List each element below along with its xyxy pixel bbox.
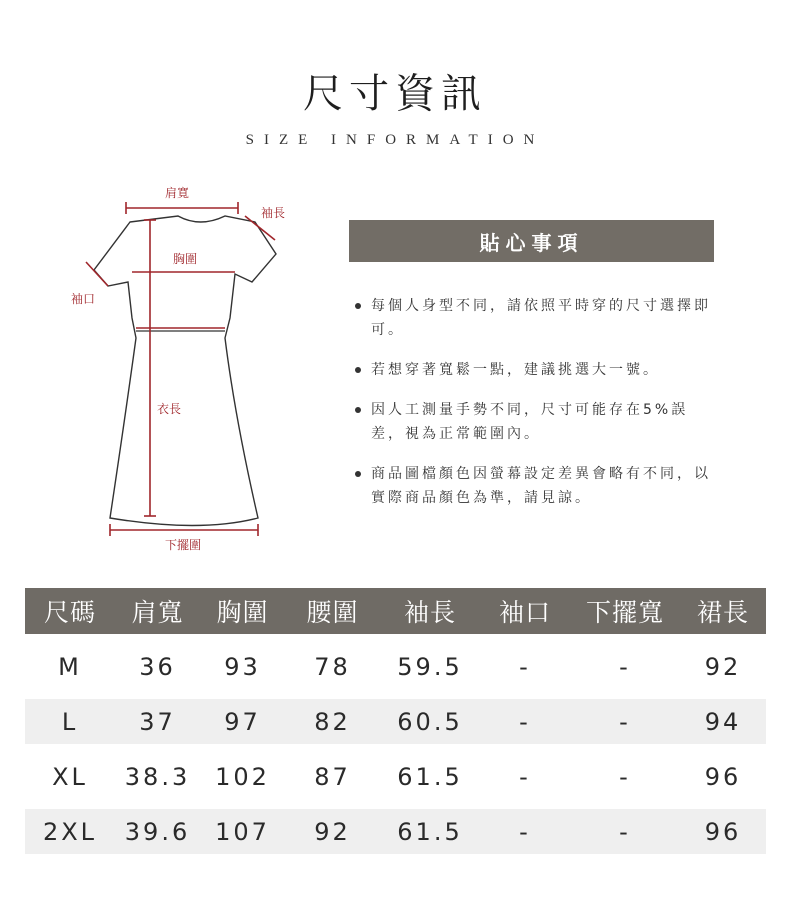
size-table bbox=[25, 588, 766, 854]
table-header-row bbox=[25, 588, 766, 634]
label-chest: 胸圍 bbox=[173, 252, 198, 266]
table-cell: 92 bbox=[314, 817, 351, 846]
bullet-icon bbox=[355, 303, 361, 309]
col-header-hem: 下擺寬 bbox=[585, 598, 664, 627]
label-cuff: 袖口 bbox=[71, 292, 96, 306]
table-cell: 97 bbox=[224, 707, 261, 736]
tip-item: 若想穿著寬鬆一點，建議挑選大一號。 bbox=[355, 358, 720, 382]
table-cell: 59.5 bbox=[397, 652, 463, 681]
table-cell: - bbox=[619, 652, 631, 681]
table-cell: 61.5 bbox=[397, 762, 463, 791]
bullet-icon bbox=[355, 367, 361, 373]
col-header-chest: 胸圍 bbox=[216, 598, 269, 627]
tip-item: 每個人身型不同，請依照平時穿的尺寸選擇即可。 bbox=[355, 294, 720, 342]
tips-list bbox=[355, 294, 720, 526]
table-cell: - bbox=[519, 817, 531, 846]
col-header-sleeve: 袖長 bbox=[403, 598, 456, 627]
bullet-icon bbox=[355, 407, 361, 413]
table-cell: 102 bbox=[215, 762, 270, 791]
table-cell: 78 bbox=[314, 652, 351, 681]
table-cell: 87 bbox=[314, 762, 351, 791]
table-cell: 38.3 bbox=[124, 762, 191, 791]
table-cell: 93 bbox=[224, 652, 261, 681]
table-row bbox=[25, 754, 766, 799]
label-hem: 下擺圍 bbox=[165, 538, 202, 552]
tips-title: 貼心事項 bbox=[349, 220, 714, 262]
col-header-cuff: 袖口 bbox=[498, 598, 551, 627]
table-cell: 39.6 bbox=[124, 817, 191, 846]
label-sleeve-length: 袖長 bbox=[261, 206, 286, 220]
table-cell: - bbox=[619, 762, 631, 791]
col-header-waist: 腰圍 bbox=[306, 598, 359, 627]
table-cell: 2XL bbox=[42, 817, 98, 846]
tip-item: 商品圖檔顏色因螢幕設定差異會略有不同，以實際商品顏色為準，請見諒。 bbox=[355, 462, 720, 510]
table-cell: 36 bbox=[139, 652, 176, 681]
table-cell: - bbox=[519, 652, 531, 681]
table-cell: - bbox=[619, 817, 631, 846]
table-row bbox=[25, 809, 766, 854]
col-header-skirt-length: 裙長 bbox=[696, 598, 749, 627]
label-length: 衣長 bbox=[157, 402, 182, 416]
table-cell: 96 bbox=[704, 762, 742, 791]
table-cell: - bbox=[619, 707, 631, 736]
table-row bbox=[25, 644, 766, 689]
bullet-icon bbox=[355, 471, 361, 477]
col-header-shoulder: 肩寬 bbox=[131, 598, 184, 627]
table-cell: 82 bbox=[314, 707, 351, 736]
table-cell: 107 bbox=[215, 817, 270, 846]
col-header-size: 尺碼 bbox=[43, 598, 96, 627]
garment-diagram bbox=[60, 178, 320, 568]
table-cell: - bbox=[519, 707, 531, 736]
table-cell: M bbox=[58, 652, 82, 681]
table-cell: XL bbox=[52, 762, 88, 791]
table-cell: - bbox=[519, 762, 531, 791]
table-row bbox=[25, 699, 766, 744]
table-cell: L bbox=[61, 707, 79, 736]
tip-item: 因人工測量手勢不同，尺寸可能存在5%誤差，視為正常範圍內。 bbox=[355, 398, 720, 446]
table-cell: 60.5 bbox=[397, 707, 463, 736]
table-cell: 61.5 bbox=[397, 817, 463, 846]
page-title: 尺寸資訊 bbox=[303, 71, 487, 117]
page-subtitle: SIZE INFORMATION bbox=[245, 132, 545, 148]
label-shoulder: 肩寬 bbox=[165, 186, 190, 200]
table-cell: 92 bbox=[704, 652, 742, 681]
table-cell: 96 bbox=[704, 817, 742, 846]
dress-illustration bbox=[60, 178, 320, 568]
table-cell: 94 bbox=[704, 707, 742, 736]
table-cell: 37 bbox=[139, 707, 176, 736]
